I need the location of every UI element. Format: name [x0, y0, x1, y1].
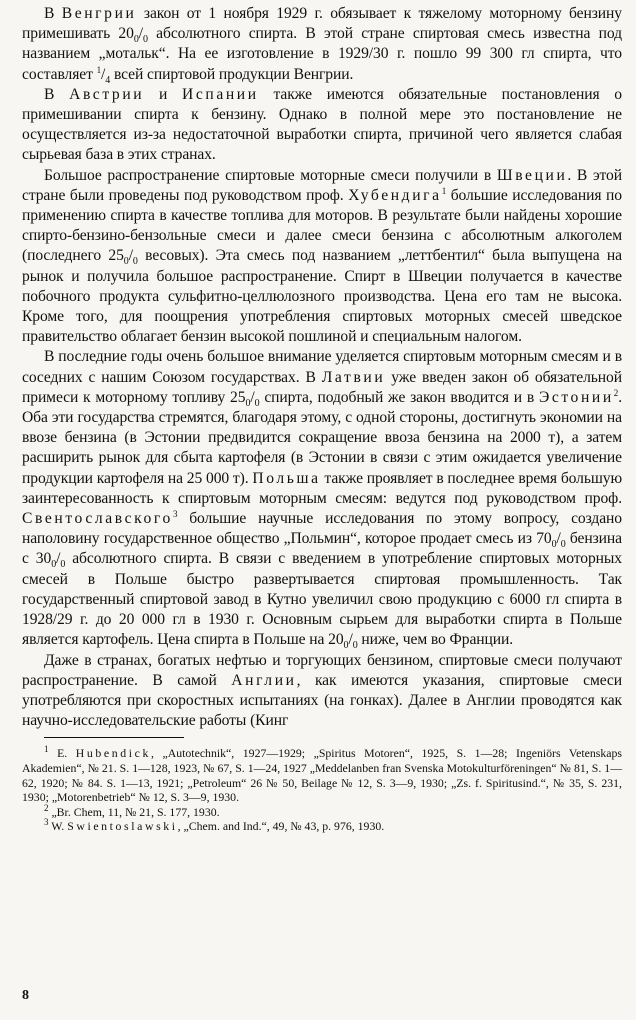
- superscript: 2: [613, 387, 619, 398]
- subscript: 0: [133, 34, 139, 46]
- footnote: [22, 746, 622, 804]
- paragraph: [22, 85, 622, 166]
- text-run: В: [44, 5, 62, 22]
- text-run: , „Chem. and Ind.“, 49, № 43, p. 976, 1930.: [177, 819, 385, 834]
- spaced-name: Венгрии: [61, 5, 137, 22]
- text-run: В: [44, 85, 70, 103]
- text-run: Большое распространение спиртовые моторные смеси получили в: [44, 166, 497, 184]
- subscript: 0: [245, 397, 251, 409]
- subscript: 0: [560, 539, 566, 551]
- spaced-name: Hubendick: [75, 746, 151, 761]
- text-run: /: [101, 65, 106, 83]
- text-run: /: [250, 388, 255, 406]
- spaced-name: Испании: [182, 85, 259, 103]
- paragraph: [22, 166, 622, 348]
- spaced-name: Эстонии: [538, 388, 614, 406]
- superscript: 3: [44, 817, 49, 828]
- subscript: 0: [123, 256, 129, 268]
- subscript: 0: [142, 34, 148, 46]
- text-run: уже введен закон об обязательной примеси к моторному топливу 25: [22, 368, 622, 406]
- subscript: 0: [132, 256, 138, 268]
- subscript: 0: [60, 559, 66, 571]
- footnote-separator: [44, 737, 184, 738]
- spaced-name: Swientoslawski: [67, 819, 178, 834]
- text-run: /: [128, 247, 133, 265]
- text-run: Даже в странах, богатых нефтью и торгующих бензином, спиртовые смеси получают распространение. В самой: [22, 651, 622, 689]
- text-run: /: [138, 25, 143, 43]
- text-run: В последние годы очень большое внимание уделяется спиртовым моторным смесям и в соседних с нашим Союзом государствах. В: [22, 348, 622, 386]
- superscript: 3: [172, 508, 178, 519]
- subscript: 0: [352, 640, 358, 652]
- text-run: большие исследования по применению спирта в качестве топлива для моторов. В результате были найдены хорошие спирто-бензино-бензольные смеси и далее смеси бензина с абсолютным алкоголем (последнего 25: [22, 186, 622, 265]
- subscript: 4: [105, 74, 111, 86]
- spaced-name: Свентославского: [22, 510, 173, 528]
- text-run: W.: [48, 819, 68, 834]
- text-run: /: [56, 550, 61, 568]
- footnotes: [22, 746, 622, 834]
- text-run: закон от 1 ноября 1929 г. обязывает к тяжелому моторному бензину примешивать 20: [22, 5, 622, 43]
- text-run: /: [348, 631, 353, 649]
- paragraph: [22, 651, 622, 732]
- text-run: /: [556, 530, 561, 548]
- text-run: также проявляет в последнее время большую заинтересованность к спиртовым моторным смесям: ведутся под руководством проф.: [22, 469, 622, 507]
- text-run: всей спиртовой продукции Венгрии.: [110, 65, 354, 83]
- text-run: и: [144, 85, 183, 103]
- superscript: 2: [44, 802, 49, 813]
- text-run: бензина с 30: [22, 530, 622, 568]
- text-run: E.: [48, 746, 76, 761]
- text-run: , „Autotechnik“, 1927—1929; „Spiritus Motoren“, 1925, S. 1—28; Ingeniörs Vetenskaps Akademien“, № 21. S. 1—128, 1923, № 67, S. 1—24, 1927 „Meddelanben fran Svenska Motokulturföreningen“ № 81, S. 1—62, 1920; № 84. S. 1—13, 1921; „Petroleum“ 26 № 50, Beilage № 12, S. 3—9, 1930; „Zs. f. Spiritusind.“, № 35, S. 231, 1930; „Motorenbetrieb“ № 12, S. 3—9, 1930.: [22, 746, 622, 805]
- text-run: абсолютного спирта. В этой стране спиртовая смесь известна под названием „мотальк“. На ее изготовление в 1929/30 г. пошло 99 300 гл спирта, что составляет: [22, 25, 622, 83]
- subscript: 0: [51, 559, 57, 571]
- paragraph: [22, 347, 622, 650]
- spaced-name: Швеции: [496, 166, 568, 184]
- subscript: 0: [551, 539, 557, 551]
- text-run: также имеются обязательные постановления о примешивании спирта к бензину. Однако в полной мере это постановление не осуществляется из-за недостаточной выработки спирта, причиной чего является слабая сырьевая база в этих странах.: [22, 85, 623, 164]
- text-run: „Br. Chem, 11, № 21, S. 177, 1930.: [48, 804, 220, 819]
- page-number: 8: [22, 988, 29, 1003]
- superscript: 1: [44, 744, 49, 755]
- text-run: . Оба эти государства стремятся, благодаря этому, с одной стороны, достигнуть экономии на ввозе бензина (в Эстонии предвидится сокращение ввоза бензина на 2000 т), а затем расширить рынок для сбыта картофеля (в Эстонии в связи с этим ожидается увеличение продукции картофеля на 25 000 т).: [22, 388, 623, 487]
- footnote: [22, 802, 622, 820]
- spaced-name: Польша: [252, 469, 321, 487]
- paragraph: [22, 4, 622, 85]
- subscript: 0: [254, 397, 260, 409]
- spaced-name: Хубендига: [348, 186, 442, 204]
- text-run: , как имеются указания, спиртовые смеси употребляются при скоростных испытаниях (на гонках). Далее в Англии проводятся как научно-исследовательские работы (Кинг: [22, 671, 623, 730]
- text-run: весовых). Эта смесь под названием „леттбентил“ была выпущена на рынок и получила большое распространение. Спирт в Швеции получается в качестве побочного продукта сульфитно-целлюлозного производства. Цена его там не высока. Кроме того, для поощрения употребления спиртовых моторных смесей шведское правительство облагает бензин высокой пошлиной и специальным налогом.: [22, 247, 622, 346]
- text-run: абсолютного спирта. В связи с введением в употребление спиртовых моторных смесей в Польше быстро развертывается спиртовая промышленность. Так государственный спиртовой завод в Кутно увеличил свою продукцию с 6000 гл спирта в 1928/29 г. до 20 000 гл в 1930 г. Основным сырьем для выработки спирта в Польше является картофель. Цена спирта в Польше на 20: [22, 550, 623, 649]
- spaced-name: Австрии: [69, 85, 145, 103]
- superscript: 1: [96, 64, 102, 75]
- footnote: [22, 819, 622, 834]
- subscript: 0: [343, 640, 349, 652]
- text-run: ниже, чем во Франции.: [357, 631, 514, 649]
- superscript: 1: [441, 185, 447, 196]
- body-text: [22, 4, 622, 731]
- spaced-name: Англии: [231, 671, 297, 689]
- spaced-name: Латвии: [321, 368, 386, 386]
- text-run: . В этой стране были проведены под руководством проф.: [22, 166, 622, 204]
- text-run: большие научные исследования по этому вопросу, создано наполовину государственное общество „Польмин“, которое продает смесь из 70: [22, 510, 622, 548]
- text-run: спирта, подобный же закон вводится и в: [259, 388, 539, 406]
